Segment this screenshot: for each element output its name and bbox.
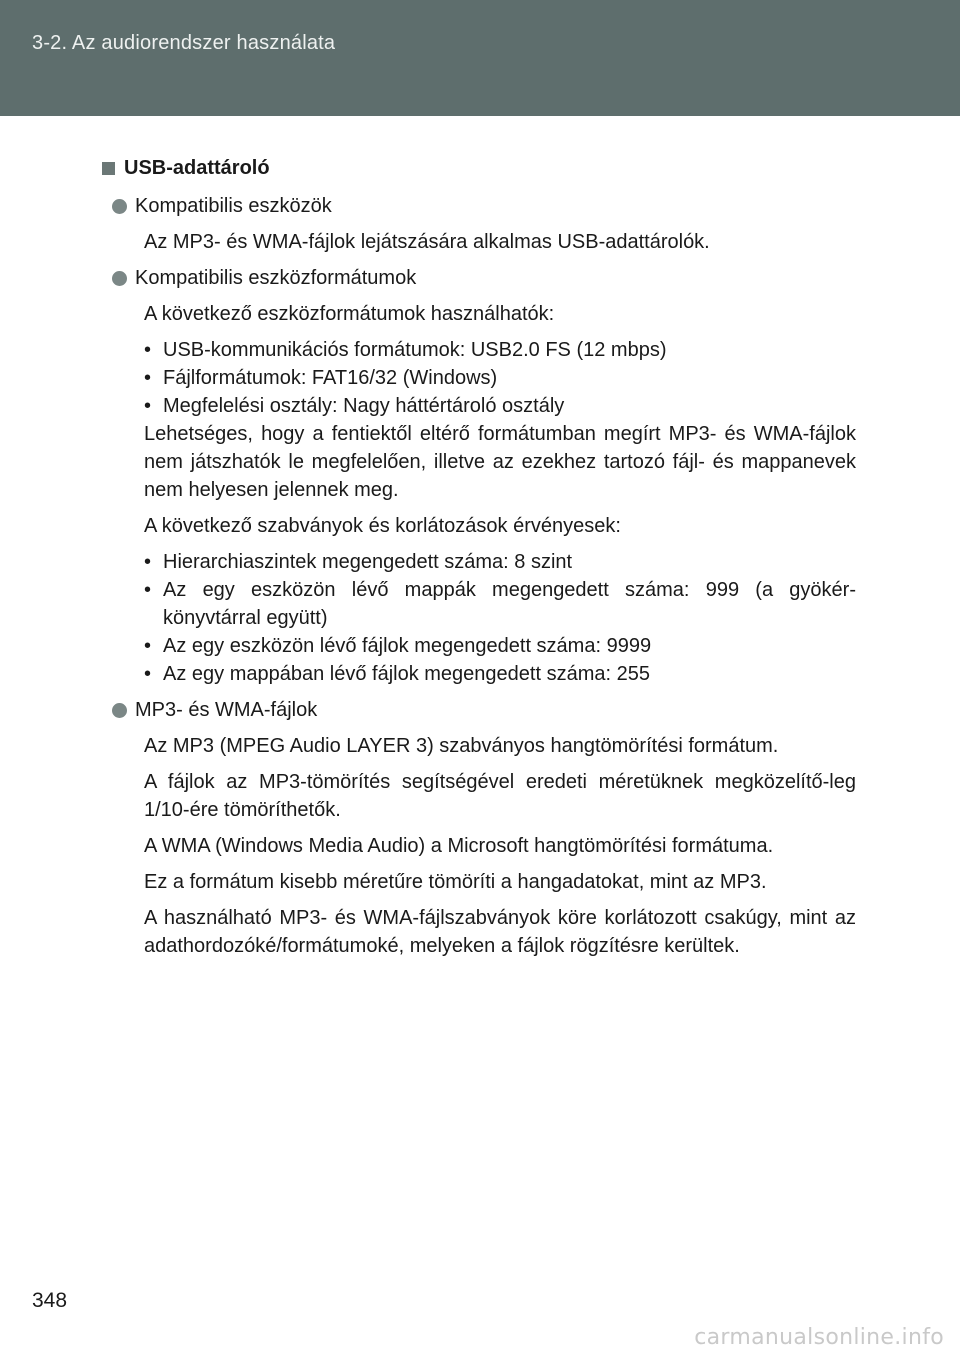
list-item: • Fájlformátumok: FAT16/32 (Windows): [144, 367, 498, 389]
list-item: • USB-kommunikációs formátumok: USB2.0 FS (12 mbps): [144, 339, 667, 361]
list-item: • Az egy mappában lévő fájlok megengedett száma: 255: [144, 663, 650, 685]
subsection-heading: MP3- és WMA-fájlok: [112, 696, 856, 724]
paragraph: A fájlok az MP3-tömörítés segítségével eredeti méretüknek megközelítő-leg 1/10-ére tömöríthetők.: [144, 771, 856, 821]
paragraph: A WMA (Windows Media Audio) a Microsoft hangtömörítési formátuma.: [144, 835, 774, 857]
bullet-list: [144, 548, 856, 688]
circle-bullet-icon: [112, 703, 127, 718]
paragraph: A használható MP3- és WMA-fájlszabványok köre korlátozott csakúgy, mint az adathordozóké/formátumoké, melyeken a fájlok rögzítésre kerültek.: [144, 907, 856, 957]
list-item: • Az egy eszközön lévő fájlok megengedett száma: 9999: [144, 635, 652, 657]
subsection-heading: Kompatibilis eszközök: [112, 192, 856, 220]
paragraph: A következő szabványok és korlátozások érvényesek:: [144, 515, 621, 537]
section-title: 3-2. Az audiorendszer használata: [32, 32, 336, 54]
list-item: • Hierarchiaszintek megengedett száma: 8 szint: [144, 551, 573, 573]
paragraph: Az MP3- és WMA-fájlok lejátszására alkalmas USB-adattárolók.: [144, 231, 710, 253]
paragraph: Lehetséges, hogy a fentiektől eltérő formátumban megírt MP3- és WMA-fájlok nem játszhatók le megfelelően, illetve az ezekhez tartozó fájl- és mappanevek nem helyesen jelennek meg.: [144, 423, 856, 501]
heading-text: USB-adattároló: [124, 157, 270, 179]
list-item: • Megfelelési osztály: Nagy háttértároló osztály: [144, 395, 565, 417]
page-header-band: [0, 0, 960, 116]
circle-bullet-icon: [112, 271, 127, 286]
page-content: [100, 154, 856, 960]
list-item: • Az egy eszközön lévő mappák megengedett száma: 999 (a gyökér-könyvtárral együtt): [144, 579, 856, 629]
paragraph: A következő eszközformátumok használhatók:: [144, 303, 555, 325]
page-number: 348: [32, 1289, 68, 1312]
paragraph: Ez a formátum kisebb méretűre tömöríti a hangadatokat, mint az MP3.: [144, 871, 767, 893]
watermark: carmanualsonline.info: [694, 1325, 944, 1350]
circle-bullet-icon: [112, 199, 127, 214]
section-heading: [100, 154, 856, 182]
subsection-heading: Kompatibilis eszközformátumok: [112, 264, 856, 292]
paragraph: Az MP3 (MPEG Audio LAYER 3) szabványos hangtömörítési formátum.: [144, 735, 779, 757]
bullet-list: [144, 336, 856, 420]
square-bullet-icon: [102, 162, 115, 175]
